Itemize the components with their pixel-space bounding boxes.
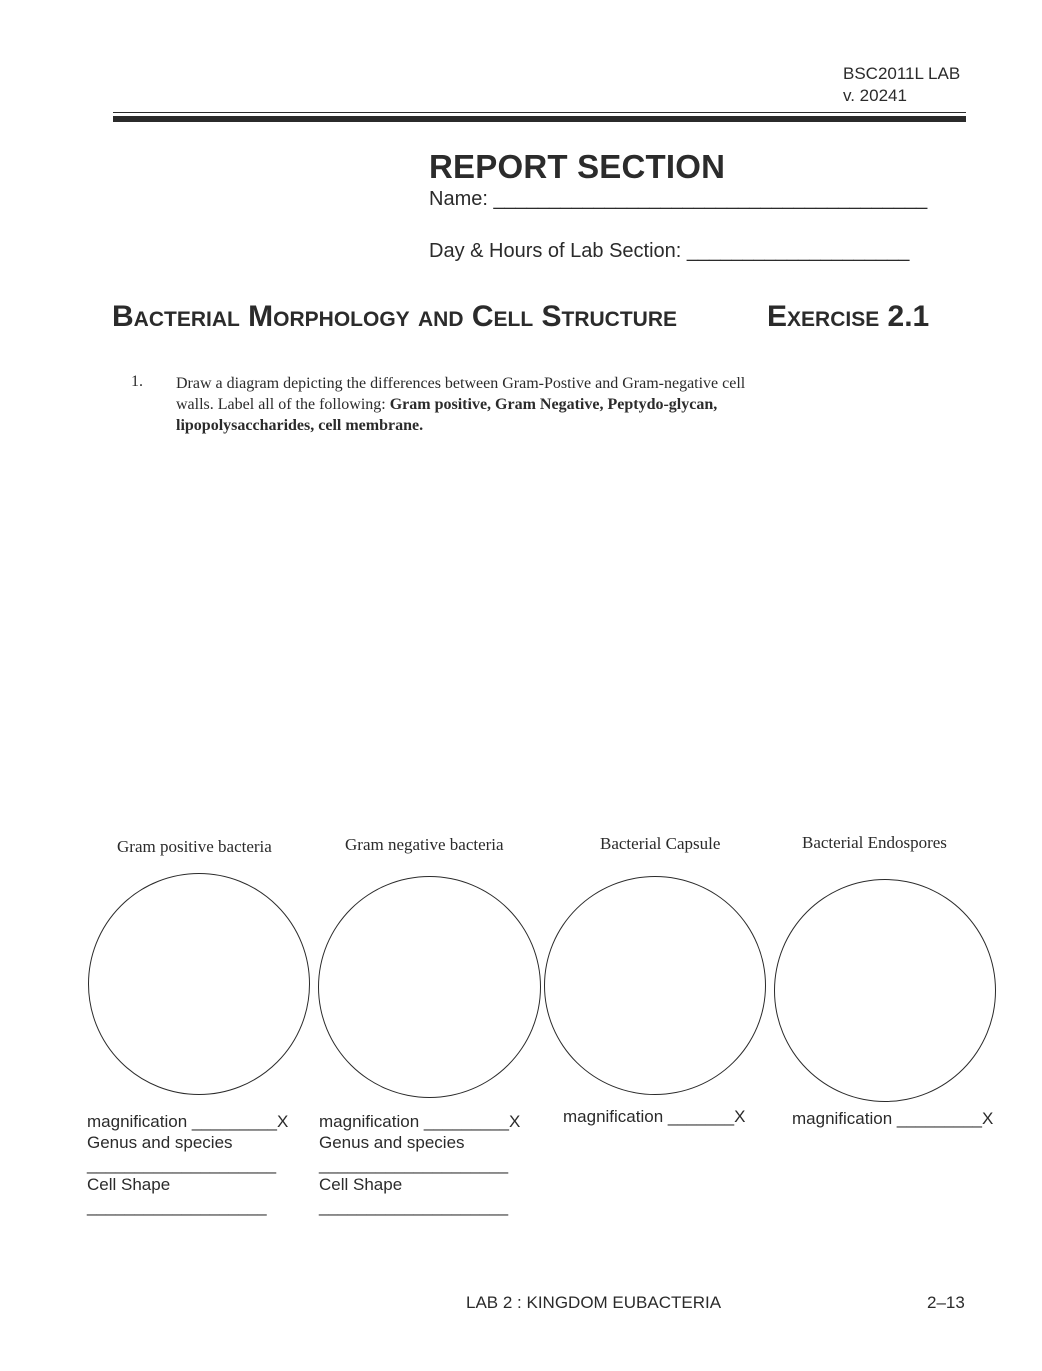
header-rule-thin	[113, 112, 966, 113]
question-labels: Gram positive, Gram Negative, Peptydo-glycan, lipopolysaccharides, cell membrane.	[176, 396, 718, 434]
section-title: Bacterial Morphology and Cell Structure	[112, 300, 677, 333]
course-header	[843, 63, 960, 107]
endospores-label: Bacterial Endospores	[802, 833, 947, 852]
gram-negative-genus-blank[interactable]: ____________________	[319, 1155, 509, 1174]
gram-positive-shape-blank[interactable]: ___________________	[87, 1197, 267, 1216]
day-hours-blank[interactable]: ____________________	[686, 240, 910, 262]
footer-lab-title: LAB 2 : KINGDOM EUBACTERIA	[466, 1293, 722, 1312]
question-number: 1.	[131, 373, 143, 390]
gram-negative-circle[interactable]	[318, 876, 541, 1098]
course-code: BSC2011L LAB	[843, 64, 961, 83]
question-prompt: Draw a diagram depicting the differences between Gram-Postive and Gram-negative cell walls. Label all of the following:	[176, 375, 746, 413]
endospores-circle[interactable]	[774, 879, 996, 1102]
gram-positive-shape-label: Cell Shape	[87, 1175, 171, 1194]
gram-negative-shape-blank[interactable]: ____________________	[319, 1197, 509, 1216]
gram-positive-genus-blank[interactable]: ____________________	[87, 1155, 277, 1174]
gram-positive-magnification[interactable]: magnification _________X	[87, 1112, 289, 1131]
capsule-magnification[interactable]: magnification _______X	[563, 1107, 746, 1126]
gram-positive-label: Gram positive bacteria	[117, 837, 272, 856]
header-rule-thick	[113, 116, 966, 122]
name-field[interactable]	[429, 188, 927, 211]
exercise-title: Exercise 2.1	[767, 300, 930, 333]
question-text	[176, 373, 748, 436]
gram-negative-label: Gram negative bacteria	[345, 835, 504, 854]
gram-positive-circle[interactable]	[88, 873, 310, 1095]
version-code: v. 20241	[843, 86, 907, 105]
report-title: REPORT SECTION	[429, 148, 726, 185]
name-blank[interactable]: _______________________________________	[493, 188, 928, 210]
day-hours-field[interactable]	[429, 240, 909, 263]
name-label: Name:	[429, 188, 488, 210]
gram-negative-magnification[interactable]: magnification _________X	[319, 1112, 521, 1131]
gram-positive-genus-label: Genus and species	[87, 1133, 233, 1152]
gram-negative-shape-label: Cell Shape	[319, 1175, 403, 1194]
gram-negative-genus-label: Genus and species	[319, 1133, 465, 1152]
drawing-area[interactable]	[113, 450, 966, 820]
capsule-circle[interactable]	[544, 876, 766, 1095]
capsule-label: Bacterial Capsule	[600, 834, 721, 853]
endospores-magnification[interactable]: magnification _________X	[792, 1109, 994, 1128]
day-hours-label: Day & Hours of Lab Section:	[429, 240, 682, 262]
page-number: 2–13	[927, 1293, 965, 1312]
